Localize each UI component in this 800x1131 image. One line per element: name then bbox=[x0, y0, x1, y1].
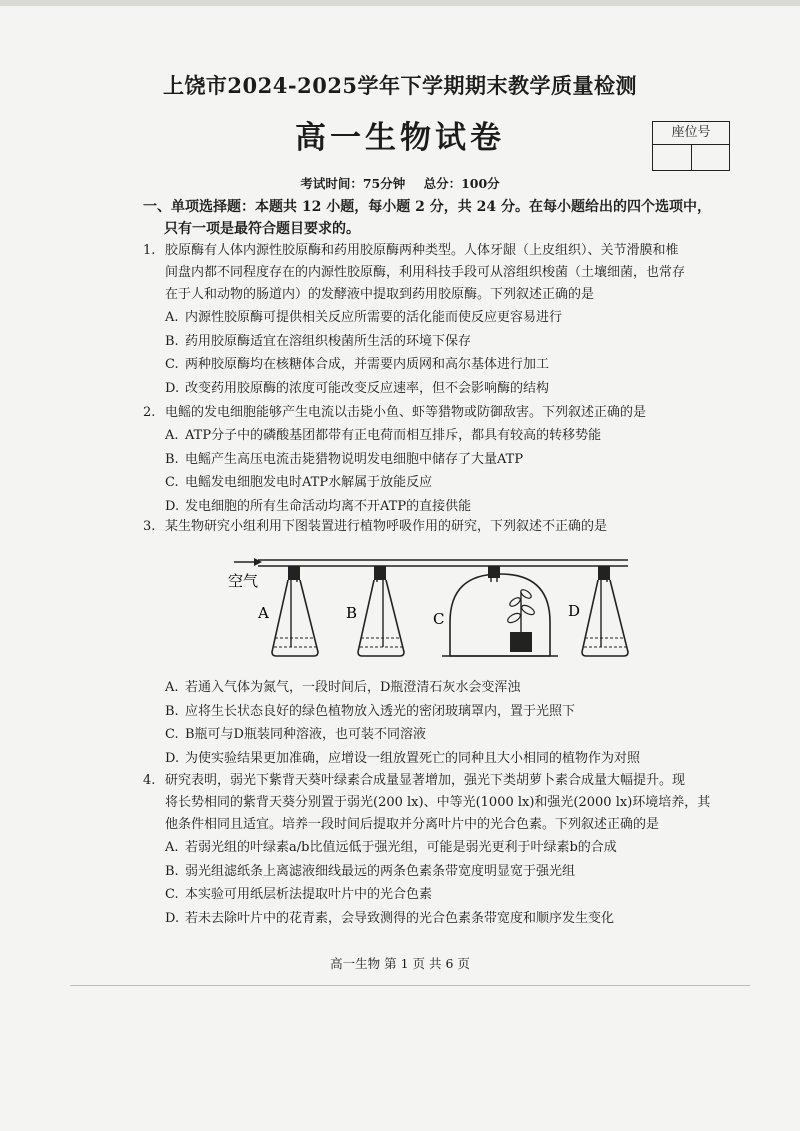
option-text: 两种胶原酶均在核糖体合成，并需要内质网和高尔基体进行加工 bbox=[185, 357, 550, 372]
option-a bbox=[143, 306, 743, 330]
option-letter: B. bbox=[165, 703, 179, 719]
option-letter: D. bbox=[165, 750, 180, 766]
question-3-stem-block bbox=[143, 516, 743, 538]
flask-label: D bbox=[568, 602, 581, 620]
option-letter: D. bbox=[165, 910, 180, 926]
option-d bbox=[143, 377, 743, 401]
option-text: 若未去除叶片中的花青素，会导致测得的光合色素条带宽度和顺序发生变化 bbox=[185, 910, 615, 926]
option-text: 发电细胞的所有生命活动均离不开ATP的直接供能 bbox=[185, 498, 472, 514]
question-number: 2. bbox=[143, 405, 156, 420]
leaf-icon bbox=[508, 596, 521, 608]
option-a bbox=[143, 676, 743, 700]
exam-header-title: 上饶市2024-2025学年下学期期末教学质量检测 bbox=[162, 73, 638, 98]
option-b bbox=[143, 330, 743, 354]
option-text: 电鳐产生高压电流击毙猎物说明发电细胞中储存了大量ATP bbox=[185, 451, 524, 467]
question-stem bbox=[143, 240, 743, 306]
air-label: 空气 bbox=[228, 572, 259, 590]
option-letter: B. bbox=[165, 333, 179, 349]
stem-line: 间盘内都不同程度存在的内源性胶原酶，利用科技手段可从溶组织梭菌（土壤细菌，也常存 bbox=[165, 265, 686, 280]
option-c bbox=[143, 353, 743, 377]
question-stem bbox=[143, 770, 743, 836]
seat-number-box bbox=[652, 121, 730, 171]
section-heading-line1: 一、单项选择题：本题共 12 小题，每小题 2 分，共 24 分。在每小题给出的四个选项中， bbox=[143, 199, 711, 215]
bell-jar-c bbox=[433, 566, 558, 656]
option-letter: C. bbox=[165, 357, 179, 372]
question-number: 1. bbox=[143, 243, 156, 258]
stem-line: 将长势相同的紫背天葵分别置于弱光(200 lx)、中等光(1000 lx)和强光(2000 lx)环境培养，其 bbox=[165, 795, 711, 810]
option-text: 若弱光组的叶绿素a/b比值远低于强光组，可能是弱光更利于叶绿素b的合成 bbox=[185, 840, 617, 855]
stem-line: 电鳐的发电细胞能够产生电流以击毙小鱼、虾等猎物或防御敌害。下列叙述正确的是 bbox=[165, 405, 647, 420]
stem-line: 在于人和动物的肠道内）的发酵液中提取到药用胶原酶。下列叙述正确的是 bbox=[165, 287, 595, 302]
leaf-icon bbox=[506, 611, 522, 624]
option-text: 本实验可用纸层析法提取叶片中的光合色素 bbox=[185, 887, 433, 902]
option-text: 应将生长状态良好的绿色植物放入透光的密闭玻璃罩内，置于光照下 bbox=[185, 703, 576, 719]
option-b bbox=[143, 448, 743, 472]
option-text: 若通入气体为氮气，一段时间后，D瓶澄清石灰水会变浑浊 bbox=[185, 680, 521, 695]
question-1 bbox=[143, 240, 743, 400]
question-stem bbox=[143, 516, 743, 538]
leaf-icon bbox=[520, 603, 536, 616]
option-b bbox=[143, 700, 743, 724]
flask-label: A bbox=[258, 604, 269, 622]
question-number: 3. bbox=[143, 519, 156, 534]
question-3-options bbox=[143, 676, 743, 770]
option-letter: B. bbox=[165, 863, 179, 879]
option-letter: A. bbox=[165, 840, 179, 855]
seat-number-label: 座位号 bbox=[653, 122, 729, 145]
question-4 bbox=[143, 770, 743, 930]
option-d bbox=[143, 495, 743, 519]
option-letter: C. bbox=[165, 727, 179, 742]
flask-d bbox=[568, 566, 628, 656]
stopper bbox=[288, 566, 300, 580]
flask-a bbox=[257, 566, 318, 656]
stem-line: 他条件相同且适宜。培养一段时间后提取并分离叶片中的光合色素。下列叙述正确的是 bbox=[165, 817, 660, 832]
option-d bbox=[143, 747, 743, 771]
page-footer: 高一生物 第 1 页 共 6 页 bbox=[330, 956, 470, 971]
seat-cell-divider bbox=[691, 145, 692, 170]
option-text: 弱光组滤纸条上离滤液细线最远的两条色素条带宽度明显宽于强光组 bbox=[185, 863, 576, 879]
option-letter: C. bbox=[165, 475, 179, 490]
respiration-apparatus-diagram bbox=[228, 552, 638, 670]
option-c bbox=[143, 883, 743, 907]
option-letter: A. bbox=[165, 680, 179, 695]
exam-score: 总分：100分 bbox=[423, 176, 500, 191]
stem-line: 胶原酶有人体内源性胶原酶和药用胶原酶两种类型。人体牙龈（上皮组织）、关节滑膜和椎 bbox=[165, 243, 679, 258]
option-c bbox=[143, 471, 743, 495]
paper-title: 高一生物试卷 bbox=[295, 120, 505, 156]
section-heading-line2: 只有一项是最符合题目要求的。 bbox=[164, 221, 360, 237]
option-letter: D. bbox=[165, 498, 180, 514]
scan-edge bbox=[0, 0, 800, 6]
question-2 bbox=[143, 402, 743, 518]
option-b bbox=[143, 860, 743, 884]
option-text: 电鳐发电细胞发电时ATP水解属于放能反应 bbox=[185, 475, 433, 490]
option-d bbox=[143, 907, 743, 931]
option-text: 为使实验结果更加准确，应增设一组放置死亡的同种且大小相同的植物作为对照 bbox=[185, 750, 641, 766]
jar-label: C bbox=[433, 610, 445, 628]
plant-pot bbox=[510, 632, 532, 652]
question-stem bbox=[143, 402, 743, 424]
exam-time: 考试时间：75分钟 bbox=[300, 176, 406, 191]
page-divider bbox=[70, 985, 750, 986]
flask-b bbox=[346, 566, 404, 656]
option-text: 内源性胶原酶可提供相关反应所需要的活化能而使反应更容易进行 bbox=[185, 310, 563, 325]
option-letter: D. bbox=[165, 380, 180, 396]
option-text: 改变药用胶原酶的浓度可能改变反应速率，但不会影响酶的结构 bbox=[185, 380, 550, 396]
option-letter: A. bbox=[165, 310, 179, 325]
option-c bbox=[143, 723, 743, 747]
question-number: 4. bbox=[143, 773, 156, 788]
option-letter: A. bbox=[165, 428, 179, 443]
option-a bbox=[143, 424, 743, 448]
stem-line: 研究表明，弱光下紫背天葵叶绿素合成量显著增加，强光下类胡萝卜素合成量大幅提升。现 bbox=[165, 773, 686, 788]
option-letter: C. bbox=[165, 887, 179, 902]
option-text: B瓶可与D瓶装同种溶液，也可装不同溶液 bbox=[185, 727, 426, 742]
option-text: ATP分子中的磷酸基团都带有正电荷而相互排斥，都具有较高的转移势能 bbox=[185, 428, 602, 443]
stem-line: 某生物研究小组利用下图装置进行植物呼吸作用的研究，下列叙述不正确的是 bbox=[165, 519, 608, 534]
option-text: 药用胶原酶适宜在溶组织梭菌所生活的环境下保存 bbox=[185, 333, 472, 349]
option-a bbox=[143, 836, 743, 860]
exam-info bbox=[0, 174, 800, 192]
section-heading bbox=[143, 196, 753, 240]
option-letter: B. bbox=[165, 451, 179, 467]
flask-label: B bbox=[346, 604, 358, 622]
